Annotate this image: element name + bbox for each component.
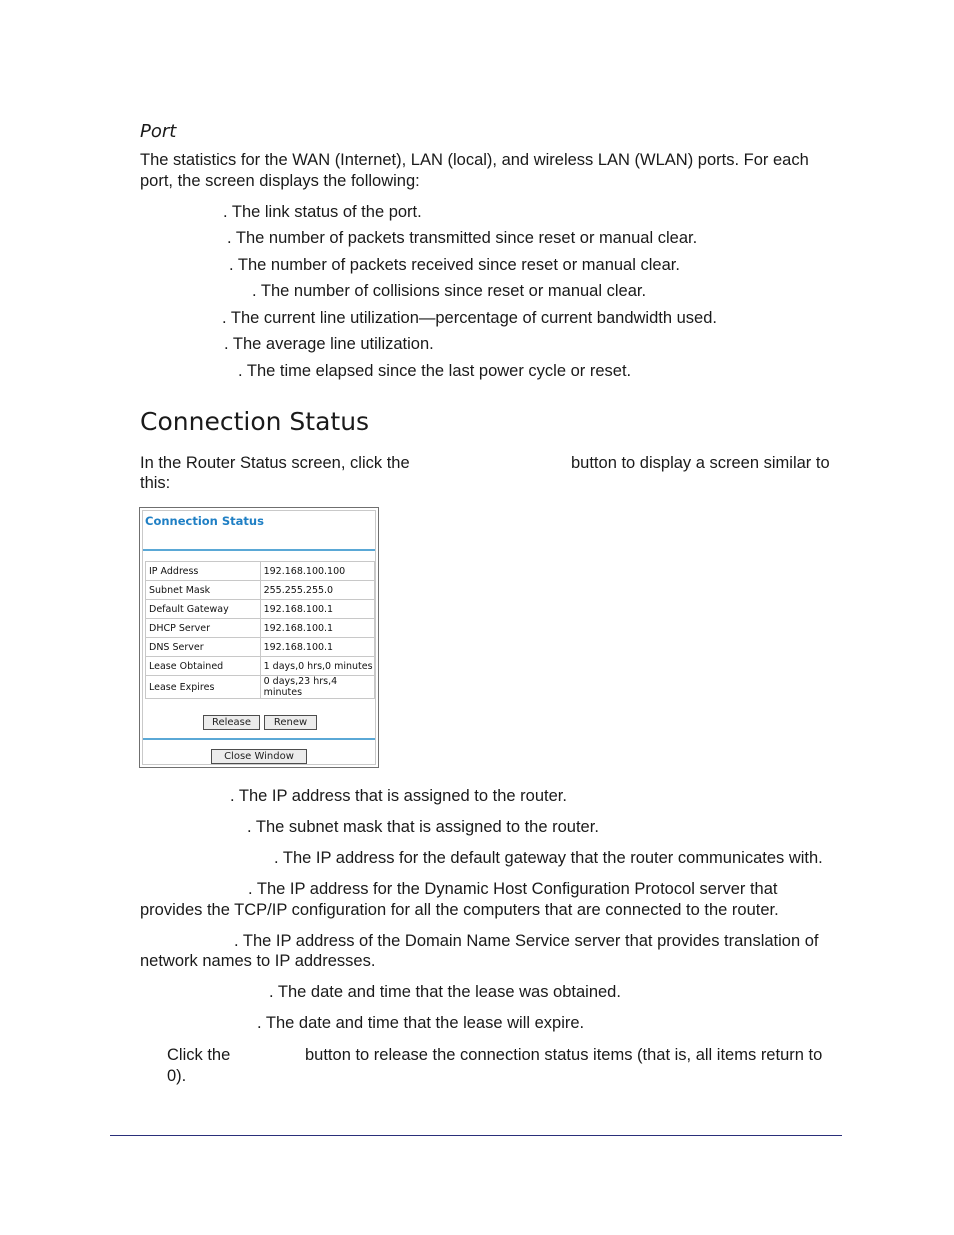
release-button[interactable]: Release	[203, 715, 260, 730]
screenshot-title: Connection Status	[145, 514, 264, 528]
table-row	[146, 638, 375, 657]
row-value: 255.255.255.0	[260, 581, 374, 600]
desc-release-a: Click the	[167, 1046, 231, 1064]
renew-button[interactable]: Renew	[264, 715, 317, 730]
status-table	[145, 561, 375, 699]
desc-ip: . The IP address that is assigned to the router.	[230, 787, 567, 805]
footer-rule	[110, 1135, 842, 1136]
table-row	[146, 676, 375, 699]
desc-dns: . The IP address of the Domain Name Service server that provides translation of	[234, 932, 819, 950]
row-value: 1 days,0 hrs,0 minutes	[260, 657, 374, 676]
port-item-rxpkts: . The number of packets received since reset or manual clear.	[229, 256, 680, 274]
close-window-button[interactable]: Close Window	[211, 749, 307, 764]
table-row	[146, 619, 375, 638]
port-intro: The statistics for the WAN (Internet), LAN (local), and wireless LAN (WLAN) ports. For each port, the screen displays the following:	[140, 151, 809, 190]
port-item-txpkts: . The number of packets transmitted since reset or manual clear.	[227, 229, 698, 247]
row-label: Lease Obtained	[146, 657, 261, 676]
screenshot-frame	[142, 510, 376, 765]
intro-text-a: In the Router Status screen, click the	[140, 454, 410, 472]
row-label: Subnet Mask	[146, 581, 261, 600]
desc-release-b: button to release the connection status items (that is, all items return to	[305, 1046, 823, 1064]
table-row	[146, 562, 375, 581]
port-item-uptime: . The time elapsed since the last power cycle or reset.	[238, 362, 632, 380]
row-label: Lease Expires	[146, 676, 261, 699]
table-row	[146, 581, 375, 600]
port-heading: Port	[140, 121, 177, 142]
row-value: 192.168.100.1	[260, 619, 374, 638]
desc-lease-obtained: . The date and time that the lease was obtained.	[269, 983, 621, 1001]
port-item-collisions: . The number of collisions since reset or manual clear.	[252, 282, 647, 300]
table-row	[146, 657, 375, 676]
desc-gateway: . The IP address for the default gateway that the router communicates with.	[274, 849, 823, 867]
title-divider	[143, 549, 375, 551]
port-item-rxbs: . The average line utilization.	[224, 335, 434, 353]
desc-dhcp-cont: provides the TCP/IP configuration for all the computers that are connected to the router.	[140, 901, 779, 919]
row-label: Default Gateway	[146, 600, 261, 619]
section-heading: Connection Status	[140, 407, 370, 436]
desc-subnet: . The subnet mask that is assigned to the router.	[247, 818, 599, 836]
desc-release-cont: 0).	[167, 1067, 187, 1085]
row-value: 192.168.100.1	[260, 638, 374, 657]
intro-text-b: button to display a screen similar to	[571, 454, 830, 472]
port-item-txbs: . The current line utilization—percentage of current bandwidth used.	[222, 309, 717, 327]
row-value: 192.168.100.100	[260, 562, 374, 581]
row-value: 192.168.100.1	[260, 600, 374, 619]
button-divider	[143, 738, 375, 740]
table-row	[146, 600, 375, 619]
desc-dns-cont: network names to IP addresses.	[140, 952, 376, 970]
row-value: 0 days,23 hrs,4 minutes	[260, 676, 374, 699]
connection-status-screenshot	[139, 507, 379, 768]
intro-text-c: this:	[140, 474, 171, 492]
port-item-link: . The link status of the port.	[223, 203, 422, 221]
row-label: IP Address	[146, 562, 261, 581]
desc-dhcp: . The IP address for the Dynamic Host Configuration Protocol server that	[248, 880, 778, 898]
desc-lease-expires: . The date and time that the lease will expire.	[257, 1014, 585, 1032]
row-label: DHCP Server	[146, 619, 261, 638]
row-label: DNS Server	[146, 638, 261, 657]
